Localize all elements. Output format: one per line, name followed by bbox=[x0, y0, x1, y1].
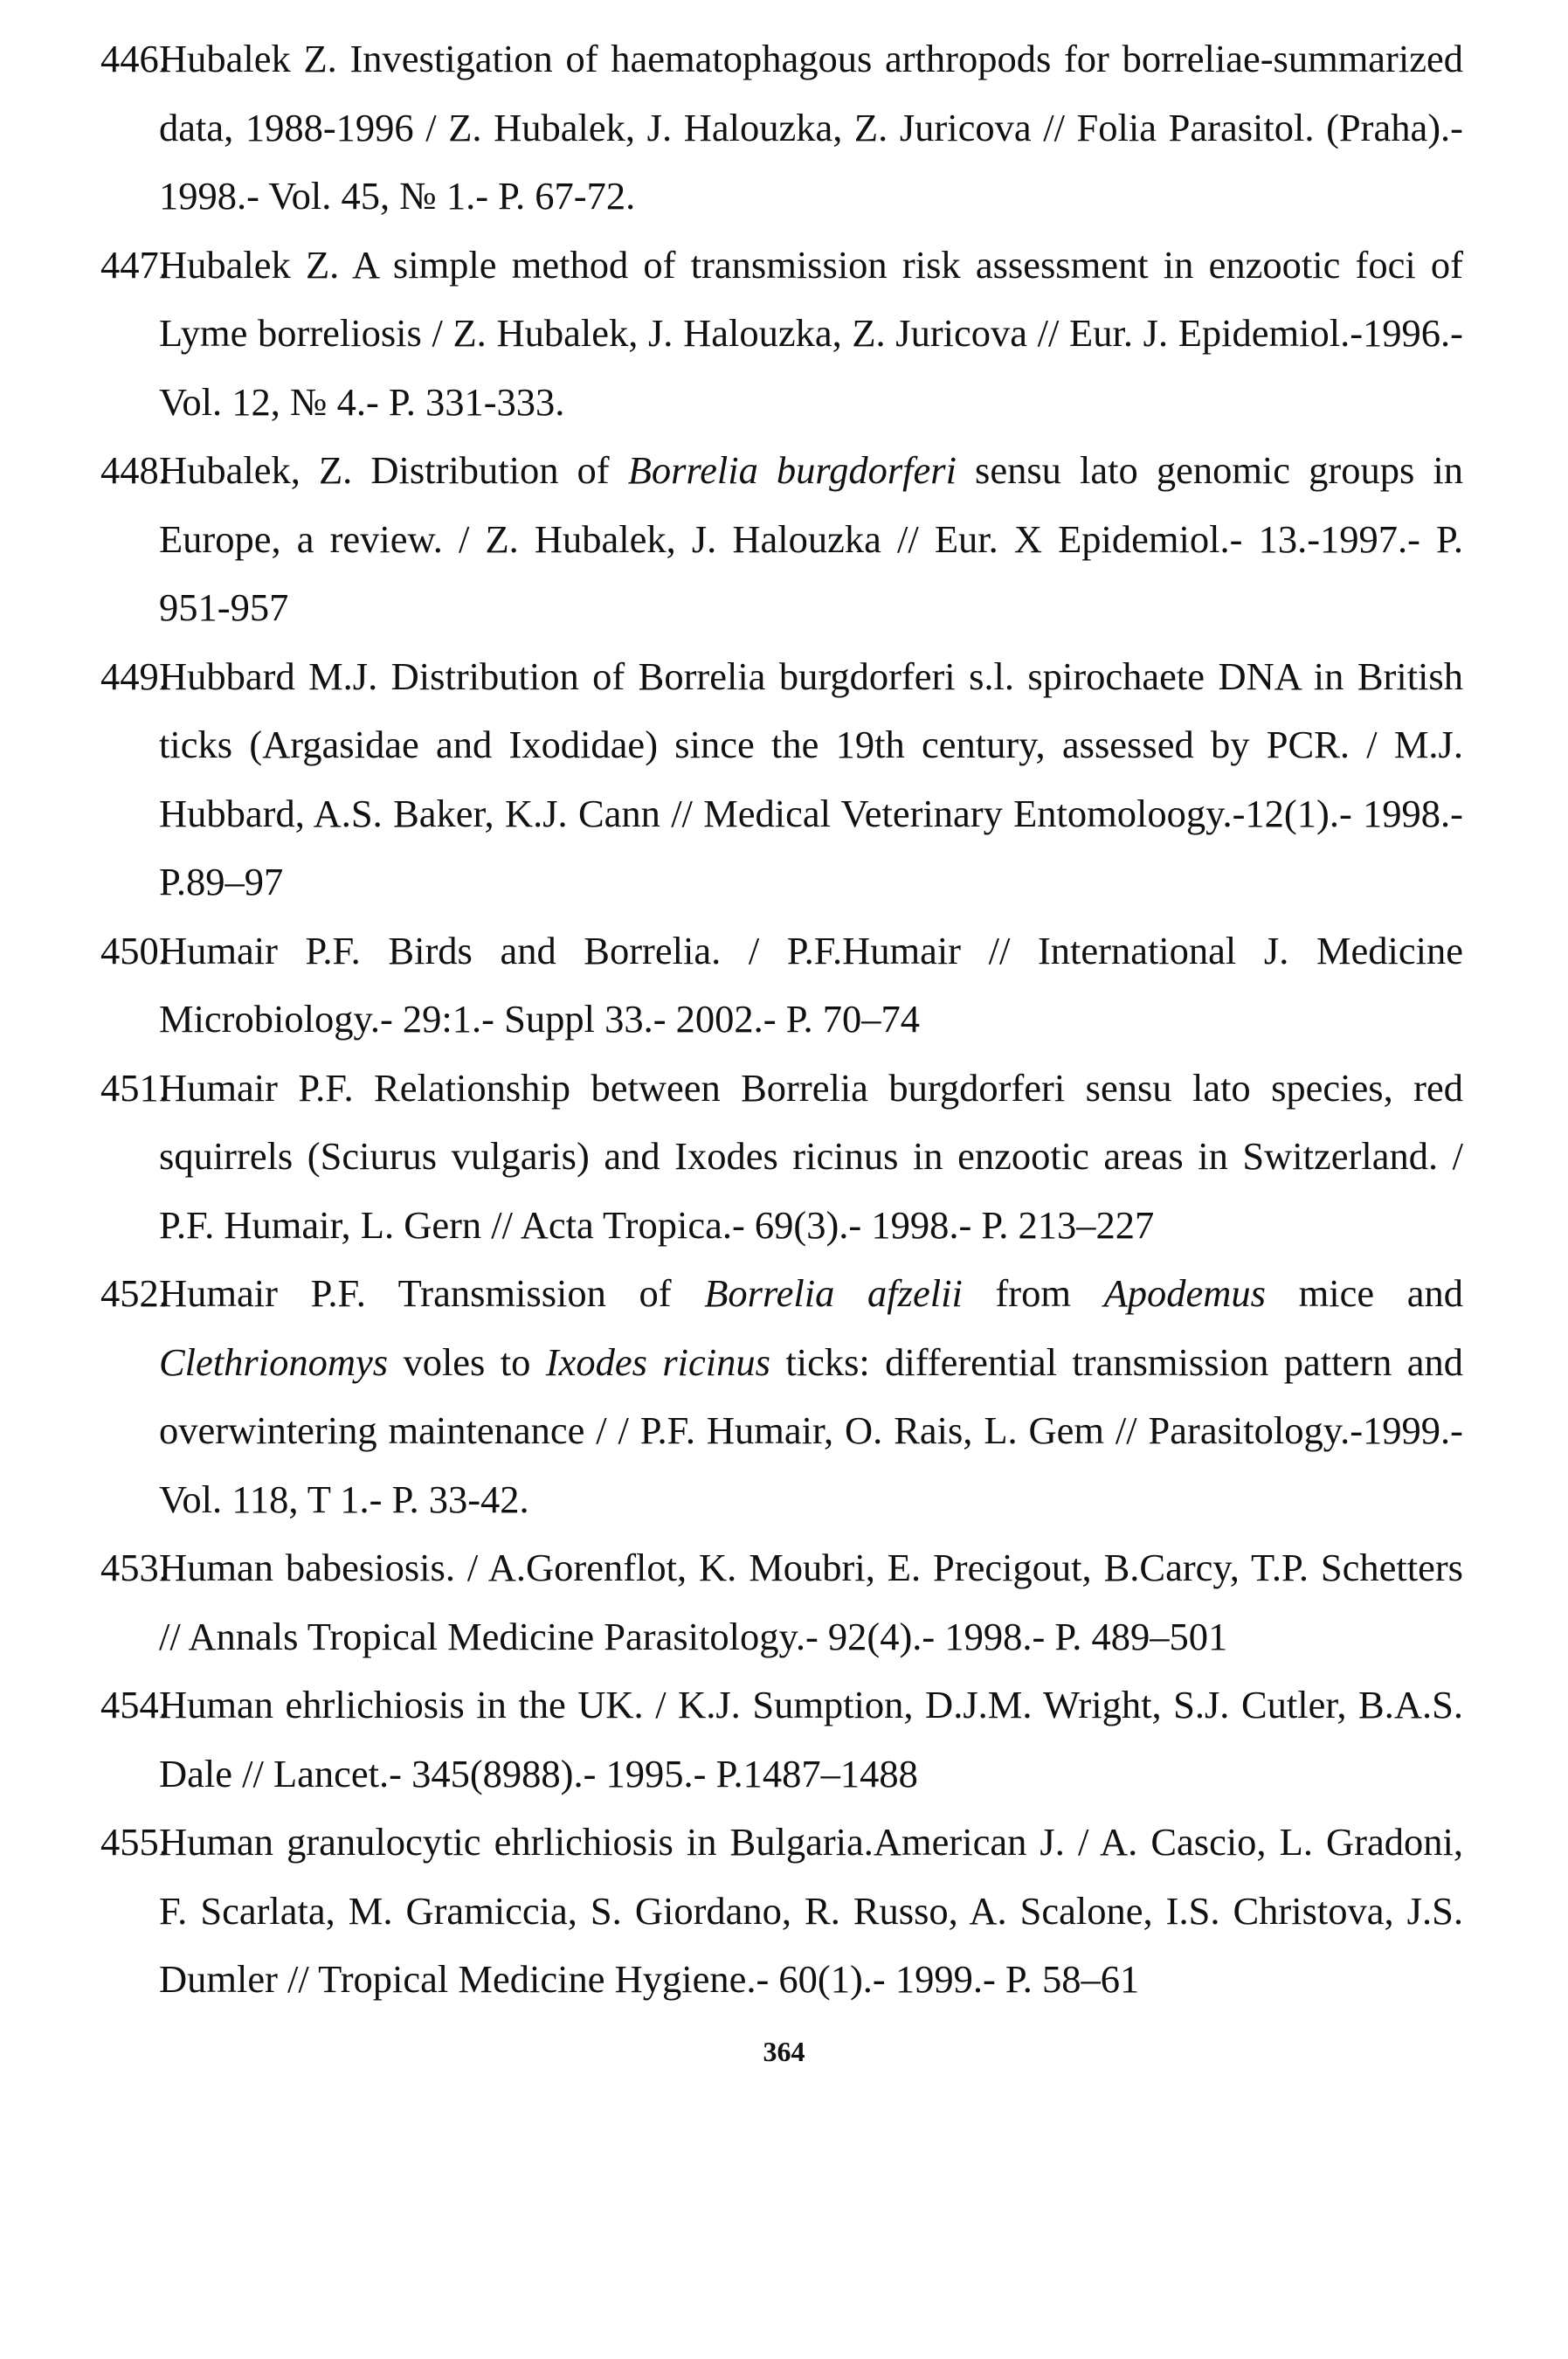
reference-text bbox=[159, 1066, 1463, 1247]
reference-entry bbox=[100, 231, 1463, 437]
reference-segment: Humair P.F. Birds and Borrelia. / P.F.Humair // International J. Medicine Microbiology.- 29:1.- Suppl 33.- 2002.- P. 70–74 bbox=[159, 928, 1463, 1041]
reference-segment: Humair P.F. Relationship between Borrelia burgdorferi sensu lato species, red squirrels (Sciurus vulgaris) and Ixodes ricinus in enzootic areas in Switzerland. / P.F. Humair, L. Gern // Acta Tropica.- 69(3).- 1998.- P. 213–227 bbox=[159, 1065, 1463, 1247]
reference-number: 447. bbox=[100, 242, 169, 287]
reference-segment: Human babesiosis. / A.Gorenflot, K. Moubri, E. Precigout, B.Carcy, T.P. Schetters // Annals Tropical Medicine Parasitology.- 92(4).- 1998.- P. 489–501 bbox=[159, 1546, 1463, 1658]
reference-entry bbox=[100, 917, 1463, 1054]
reference-segment: ticks: differential transmission pattern and overwintering maintenance / / P.F. Humair, O. Rais, L. Gem // Parasitology.-1999.- Vol. 118, T 1.- P. 33-42. bbox=[159, 1339, 1463, 1521]
reference-number: 455. bbox=[100, 1820, 169, 1864]
reference-list bbox=[100, 24, 1463, 2014]
reference-entry bbox=[100, 1808, 1463, 2014]
reference-entry bbox=[100, 1259, 1463, 1533]
reference-entry bbox=[100, 1533, 1463, 1671]
reference-segment: Human granulocytic ehrlichiosis in Bulgaria.American J. / A. Cascio, L. Gradoni, F. Scarlata, M. Gramiccia, S. Giordano, R. Russo, A. Scalone, I.S. Christova, J.S. Dumler // Tropical Medicine Hygiene.- 60(1).- 1999.- P. 58–61 bbox=[159, 1820, 1463, 2001]
reference-segment: Hubalek, Z. Distribution of bbox=[159, 448, 628, 492]
reference-text bbox=[159, 1546, 1463, 1658]
reference-italic-segment: Apodemus bbox=[1103, 1271, 1266, 1315]
reference-number: 453. bbox=[100, 1546, 169, 1589]
reference-text bbox=[159, 1271, 1463, 1521]
page-number: 364 bbox=[763, 2036, 805, 2067]
reference-segment: mice and bbox=[1265, 1271, 1463, 1315]
reference-italic-segment: Ixodes ricinus bbox=[545, 1339, 770, 1384]
reference-number: 454. bbox=[100, 1683, 169, 1726]
reference-number: 452. bbox=[100, 1271, 169, 1315]
reference-text bbox=[159, 37, 1463, 218]
reference-number: 449. bbox=[100, 654, 169, 698]
reference-italic-segment: Clethrionomys bbox=[159, 1339, 389, 1384]
reference-segment: sensu lato genomic groups in Europe, a review. / Z. Hubalek, J. Halouzka // Eur. X Epidemiol.- 13.-1997.- P. 951-957 bbox=[159, 448, 1463, 629]
reference-number: 450. bbox=[100, 928, 169, 972]
reference-number: 448. bbox=[100, 448, 169, 492]
reference-entry bbox=[100, 1054, 1463, 1260]
reference-text bbox=[159, 448, 1463, 629]
reference-segment: Hubalek Z. A simple method of transmission risk assessment in enzootic foci of Lyme borreliosis / Z. Hubalek, J. Halouzka, Z. Juricova // Eur. J. Epidemiol.-1996.- Vol. 12, № 4.- P. 331-333. bbox=[159, 242, 1463, 424]
reference-entry bbox=[100, 1671, 1463, 1808]
reference-segment: Hubbard M.J. Distribution of Borrelia burgdorferi s.l. spirochaete DNA in British ticks (Argasidae and Ixodidae) since the 19th century, assessed by PCR. / M.J. Hubbard, A.S. Baker, K.J. Cann // Medical Veterinary Entomoloogy.-12(1).- 1998.- P.89–97 bbox=[159, 654, 1463, 903]
reference-entry bbox=[100, 642, 1463, 917]
reference-segment: voles to bbox=[388, 1339, 546, 1384]
reference-text bbox=[159, 929, 1463, 1041]
reference-number: 451. bbox=[100, 1065, 169, 1110]
reference-text bbox=[159, 1683, 1463, 1795]
reference-text bbox=[159, 1820, 1463, 2001]
reference-italic-segment: Borrelia afzelii bbox=[704, 1271, 963, 1315]
reference-text bbox=[159, 243, 1463, 424]
reference-entry bbox=[100, 436, 1463, 642]
reference-italic-segment: Borrelia burgdorferi bbox=[627, 448, 957, 492]
reference-text bbox=[159, 654, 1463, 904]
reference-segment: from bbox=[962, 1271, 1104, 1315]
reference-segment: Humair P.F. Transmission of bbox=[159, 1271, 705, 1315]
reference-segment: Hubalek Z. Investigation of haematophagous arthropods for borreliae-summarized data, 1988-1996 / Z. Hubalek, J. Halouzka, Z. Juricova // Folia Parasitol. (Praha).- 1998.- Vol. 45, № 1.- P. 67-72. bbox=[159, 37, 1463, 218]
reference-entry bbox=[100, 24, 1463, 231]
reference-number: 446. bbox=[100, 37, 169, 80]
reference-segment: Human ehrlichiosis in the UK. / K.J. Sumption, D.J.M. Wright, S.J. Cutler, B.A.S. Dale // Lancet.- 345(8988).- 1995.- P.1487–1488 bbox=[159, 1683, 1463, 1795]
